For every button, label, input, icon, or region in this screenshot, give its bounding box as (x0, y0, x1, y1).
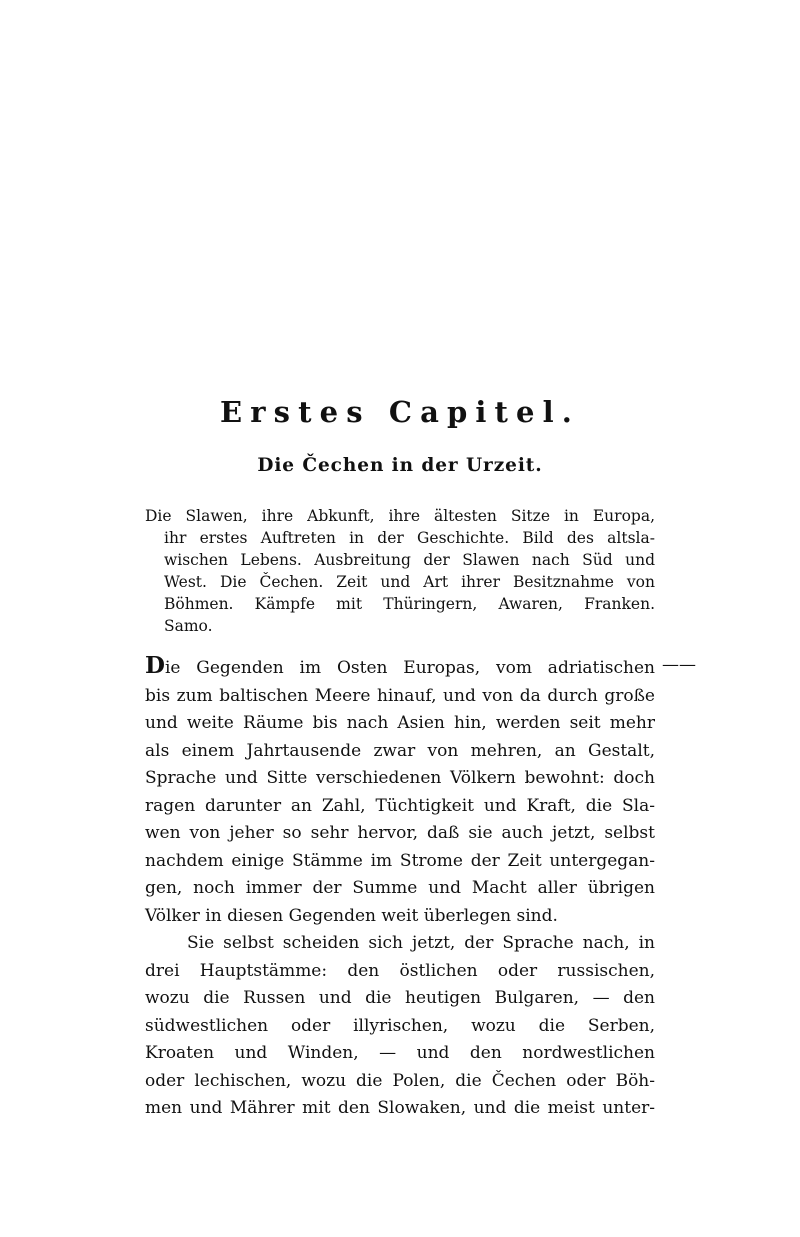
body-line: als einem Jahrtausende zwar von mehren, an Gestalt, (145, 740, 655, 761)
chapter-summary (145, 505, 655, 637)
body-line: drei Hauptstämme: den östlichen oder russischen, (145, 960, 655, 981)
summary-line: Die Slawen, ihre Abkunft, ihre ältesten Sitze in Europa, (145, 507, 655, 525)
body-line: gen, noch immer der Summe und Macht aller übrigen (145, 878, 655, 898)
body-line: wen von jeher so sehr hervor, daß sie auch jetzt, selbst (145, 823, 655, 843)
chapter-title: Erstes Capitel. (220, 395, 580, 429)
summary-line: Samo. (164, 617, 213, 635)
body-line: Kroaten und Winden, — und den nordwestlichen (145, 1043, 655, 1063)
body-line: bis zum baltischen Meere hinauf, und von da durch große (145, 685, 655, 706)
body-line: und weite Räume bis nach Asien hin, werden seit mehr (145, 713, 655, 733)
drop-initial: D (145, 652, 165, 679)
summary-line: ihr erstes Auftreten in der Geschichte. Bild des altsla- (164, 529, 655, 547)
body-text (145, 652, 655, 1123)
chapter-subtitle: Die Čechen in der Urzeit. (257, 455, 543, 476)
body-line: oder lechischen, wozu die Polen, die Čechen oder Böh- (145, 1070, 655, 1091)
summary-line: wischen Lebens. Ausbreitung der Slawen nach Süd und (164, 551, 655, 569)
body-line: nachdem einige Stämme im Strome der Zeit untergegan- (145, 850, 655, 871)
body-line: Völker in diesen Gegenden weit überlegen sind. (145, 905, 558, 926)
body-line: ragen darunter an Zahl, Tüchtigkeit und Kraft, die Sla- (145, 795, 655, 816)
summary-line: Böhmen. Kämpfe mit Thüringern, Awaren, Franken. (164, 595, 655, 613)
body-line: wozu die Russen und die heutigen Bulgaren, — den (145, 988, 655, 1008)
body-line-first (145, 652, 655, 683)
body-line: Sie selbst scheiden sich jetzt, der Sprache nach, in (187, 933, 655, 953)
first-line-text: ie Gegenden im Osten Europas, vom adriatischen (164, 658, 655, 678)
body-line: südwestlichen oder illyrischen, wozu die Serben, (145, 1015, 655, 1036)
margin-mark: —— (662, 655, 696, 675)
summary-line: West. Die Čechen. Zeit und Art ihrer Besitznahme von (164, 573, 655, 591)
body-line: Sprache und Sitte verschiedenen Völkern bewohnt: doch (145, 768, 655, 788)
body-line: men und Mährer mit den Slowaken, und die meist unter- (145, 1098, 655, 1118)
